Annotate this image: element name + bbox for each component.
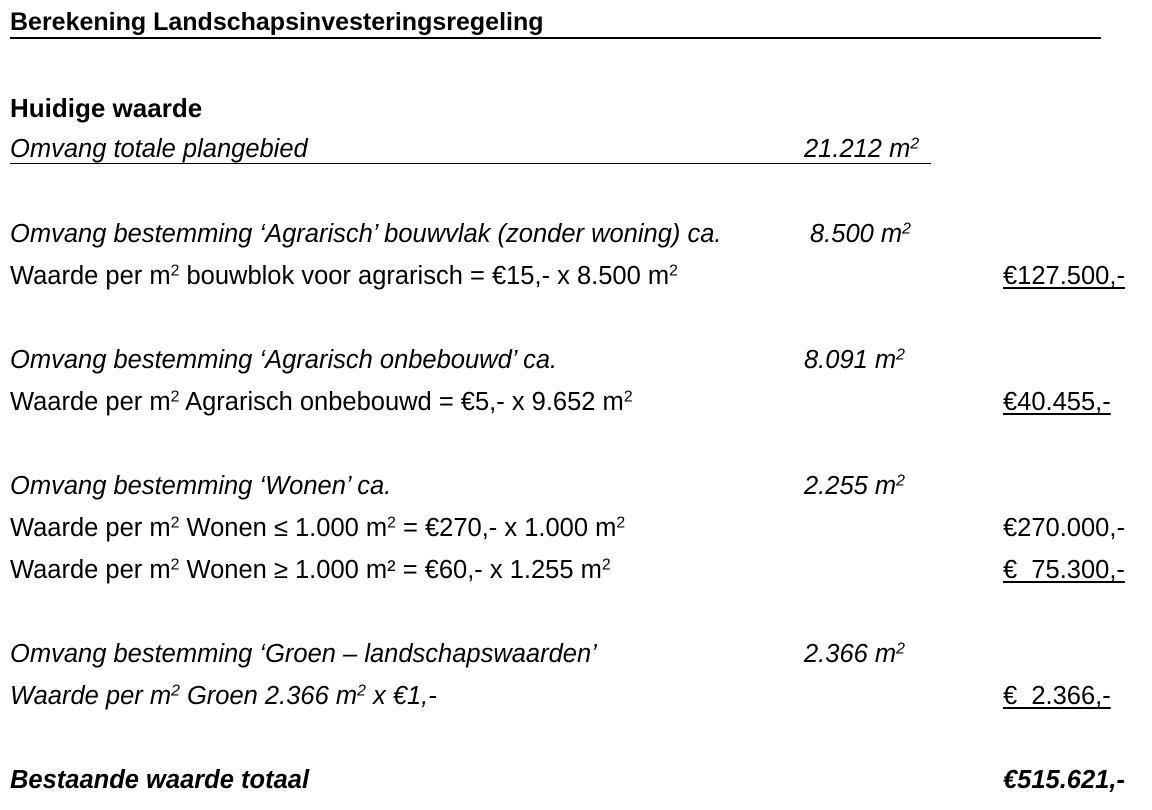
- section-heading: Huidige waarde: [10, 93, 203, 123]
- wonen-calc1-c: = €270,- x 1.000 m: [395, 514, 617, 542]
- groen-calc: [10, 684, 437, 710]
- onbebouwd-value: [804, 348, 905, 374]
- agrarisch-calc-exp2: 2: [669, 262, 678, 280]
- plan-area-value: [804, 137, 919, 163]
- groen-calc-c: x €1,-: [365, 682, 437, 710]
- title-underline: [10, 37, 1101, 39]
- wonen-calc2-b: Wonen ≥ 1.000 m² = €60,- x 1.255 m: [179, 556, 602, 584]
- onbebouwd-label: Omvang bestemming ‘Agrarisch onbebouwd’ ca.: [10, 346, 558, 374]
- groen-value: [804, 642, 905, 668]
- groen-calc-b: Groen 2.366 m: [179, 682, 358, 710]
- wonen-calc2-a: Waarde per m: [10, 556, 171, 584]
- wonen-calc-1: [10, 516, 625, 542]
- agrarisch-exponent: 2: [902, 220, 911, 238]
- agrarisch-label: Omvang bestemming ‘Agrarisch’ bouwvlak (zonder woning) ca.: [10, 220, 722, 248]
- wonen-calc2-exp2: 2: [601, 556, 611, 574]
- onbebouwd-exponent: 2: [896, 346, 905, 364]
- onbebouwd-calc-b: Agrarisch onbebouwd = €5,- x 9.652 m: [179, 388, 624, 416]
- wonen-calc1-b: Wonen ≤ 1.000 m: [179, 514, 388, 542]
- wonen-calc-2: [10, 558, 611, 584]
- total-amount: €515.621,-: [1003, 766, 1125, 794]
- onbebouwd-calc: [10, 390, 633, 416]
- onbebouwd-calc-exp2: 2: [623, 388, 633, 406]
- onbebouwd-value-text: 8.091 m: [804, 346, 897, 374]
- groen-exponent: 2: [896, 640, 905, 658]
- plan-area-exponent: 2: [910, 135, 920, 153]
- plan-area-underline: [10, 163, 931, 164]
- wonen-amount-2: € 75.300,-: [1003, 556, 1125, 584]
- wonen-label: Omvang bestemming ‘Wonen’ ca.: [10, 472, 392, 500]
- groen-amount: € 2.366,-: [1003, 682, 1111, 710]
- groen-calc-exp2: 2: [357, 682, 366, 700]
- onbebouwd-calc-exp1: 2: [170, 388, 180, 406]
- wonen-calc1-exp3: 2: [616, 514, 626, 532]
- groen-label: Omvang bestemming ‘Groen – landschapswaarden’: [10, 640, 597, 668]
- onbebouwd-amount: €40.455,-: [1003, 388, 1111, 416]
- agrarisch-calc-exp1: 2: [170, 262, 180, 280]
- groen-calc-exp1: 2: [171, 682, 180, 700]
- groen-value-text: 2.366 m: [804, 640, 897, 668]
- wonen-amount-1: €270.000,-: [1003, 514, 1125, 542]
- document-title: [10, 10, 544, 35]
- plan-area-label: Omvang totale plangebied: [10, 135, 308, 163]
- onbebouwd-calc-a: Waarde per m: [10, 388, 171, 416]
- agrarisch-amount: €127.500,-: [1003, 262, 1125, 290]
- plan-area-value-text: 21.212 m: [804, 135, 911, 163]
- wonen-value-text: 2.255 m: [804, 472, 897, 500]
- agrarisch-value: [810, 222, 911, 248]
- wonen-calc1-a: Waarde per m: [10, 514, 171, 542]
- total-label: Bestaande waarde totaal: [10, 766, 310, 794]
- wonen-calc2-exp1: 2: [170, 556, 180, 574]
- wonen-exponent: 2: [896, 472, 905, 490]
- document-title-text: Berekening Landschapsinvesteringsregeling: [10, 8, 544, 36]
- agrarisch-calc-b: bouwblok voor agrarisch = €15,- x 8.500 m: [179, 262, 670, 290]
- wonen-value: [804, 474, 905, 500]
- wonen-calc1-exp1: 2: [170, 514, 180, 532]
- agrarisch-calc: [10, 264, 678, 290]
- wonen-calc1-exp2: 2: [387, 514, 396, 532]
- agrarisch-value-text: 8.500 m: [810, 220, 903, 248]
- groen-calc-a: Waarde per m: [10, 682, 172, 710]
- agrarisch-calc-a: Waarde per m: [10, 262, 171, 290]
